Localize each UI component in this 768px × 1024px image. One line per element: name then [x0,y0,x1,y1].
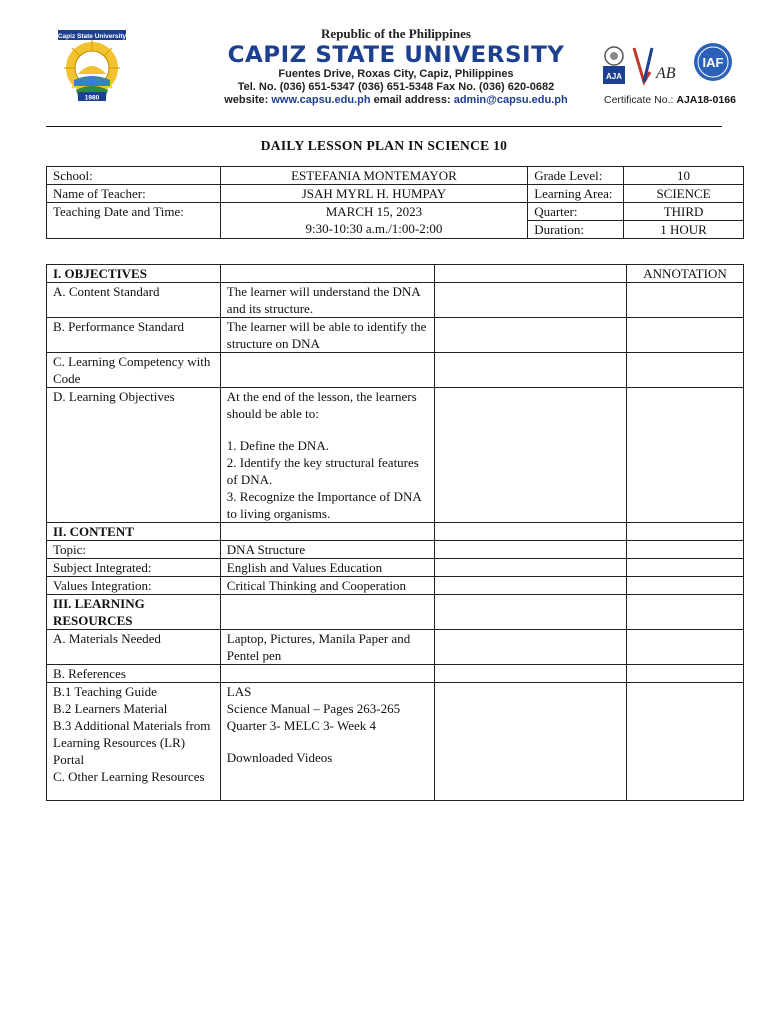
school-value: ESTEFANIA MONTEMAYOR [220,167,527,185]
empty-cell [435,318,627,353]
website-label: website: [224,94,269,106]
content-standard-value: The learner will understand the DNA and its structure. [220,283,435,318]
objectives-label: D. Learning Objectives [47,388,221,523]
duration-label: Duration: [528,221,624,239]
empty-cell [220,665,435,683]
teacher-value: JSAH MYRL H. HUMPAY [220,185,527,203]
empty-cell [435,523,627,541]
content-header: II. CONTENT [47,523,221,541]
table-row [47,595,744,630]
empty-cell [435,388,627,523]
objective-item: 3. Recognize the Importance of DNA to living organisms. [226,489,422,521]
table-row [47,265,744,283]
republic-line: Republic of the Philippines [321,26,471,41]
duration-value: 1 HOUR [624,221,744,239]
values-label: Values Integration: [47,577,221,595]
iaf-logo [694,43,732,81]
table-row [47,683,744,801]
annotation-cell [627,595,744,630]
letterhead-text [196,26,596,107]
topic-label: Topic: [47,541,221,559]
jab-logo [634,48,676,82]
table-row [47,630,744,665]
references-label: B. References [47,665,221,683]
date-time-value [220,203,527,239]
empty-cell [220,265,435,283]
empty-cell [435,683,627,801]
lesson-plan-table [46,264,744,801]
table-row [47,665,744,683]
university-seal-logo [56,28,128,104]
objectives-header: I. OBJECTIVES [47,265,221,283]
empty-cell [435,353,627,388]
empty-cell [435,265,627,283]
objective-item: 2. Identify the key structural features of DNA. [226,455,419,487]
empty-cell [435,630,627,665]
certification-block [600,42,742,108]
letterhead-divider [46,126,722,127]
table-row [47,185,744,203]
date-value: MARCH 15, 2023 [325,204,423,219]
annotation-cell [627,665,744,683]
ref-value-item: Quarter 3- MELC 3- Week 4 [226,718,377,733]
ref-label-item: C. Other Learning Resources [53,769,205,784]
content-standard-label: A. Content Standard [47,283,221,318]
ref-value-item: Downloaded Videos [226,750,333,765]
empty-cell [435,559,627,577]
area-label: Learning Area: [528,185,624,203]
grade-label: Grade Level: [528,167,624,185]
empty-cell [435,665,627,683]
ref-value-item: LAS [226,684,252,699]
svg-text:AJA: AJA [605,72,623,81]
empty-cell [435,577,627,595]
quarter-label: Quarter: [528,203,624,221]
annotation-cell [627,577,744,595]
university-name: CAPIZ STATE UNIVERSITY [227,42,565,68]
reference-labels [47,683,221,801]
annotation-cell [627,683,744,801]
values-value: Critical Thinking and Cooperation [220,577,435,595]
table-row [47,283,744,318]
table-row [47,523,744,541]
table-row [47,541,744,559]
annotation-cell [627,559,744,577]
document-title: DAILY LESSON PLAN IN SCIENCE 10 [260,138,508,153]
school-label: School: [47,167,221,185]
empty-cell [435,595,627,630]
annotation-cell [627,388,744,523]
svg-text:1980: 1980 [84,94,100,102]
competency-label: C. Learning Competency with Code [47,353,221,388]
objective-item: 1. Define the DNA. [226,438,329,453]
subject-value: English and Values Education [220,559,435,577]
certificate-number: Certificate No.: AJA18-0166 [604,94,736,106]
annotation-cell [627,318,744,353]
empty-cell [220,595,435,630]
email-link[interactable]: admin@capsu.edu.ph [453,94,568,106]
website-line [196,94,596,107]
annotation-cell [627,630,744,665]
teacher-label: Name of Teacher: [47,185,221,203]
lesson-info-table [46,166,744,239]
table-row [47,167,744,185]
svg-text:IAF: IAF [702,55,724,70]
empty-cell [220,523,435,541]
table-row [47,388,744,523]
ref-label-item: B.3 Additional Materials from Learning Resources (LR) Portal [53,718,211,767]
empty-cell [435,541,627,559]
email-label: email address: [373,94,451,106]
subject-label: Subject Integrated: [47,559,221,577]
performance-standard-label: B. Performance Standard [47,318,221,353]
ref-label-item: B.1 Teaching Guide [53,684,157,699]
aja-logo [603,47,625,84]
annotation-cell [627,283,744,318]
objectives-value [220,388,435,523]
svg-text:Capiz State University: Capiz State University [57,33,127,40]
annotation-cell [627,541,744,559]
area-value: SCIENCE [624,185,744,203]
ref-label-item: B.2 Learners Material [53,701,168,716]
time-value: 9:30-10:30 a.m./1:00-2:00 [305,221,443,236]
grade-value: 10 [624,167,744,185]
table-row [47,559,744,577]
quarter-value: THIRD [624,203,744,221]
table-row [47,318,744,353]
empty-cell [220,353,435,388]
table-row [47,353,744,388]
annotation-header: ANNOTATION [627,265,744,283]
resources-header: III. LEARNING RESOURCES [47,595,221,630]
university-address: Fuentes Drive, Roxas City, Capiz, Philippines [278,68,514,80]
svg-text:AB: AB [656,65,676,82]
website-link[interactable]: www.capsu.edu.ph [271,94,371,106]
table-row [47,577,744,595]
annotation-cell [627,353,744,388]
letterhead [0,0,768,118]
materials-label: A. Materials Needed [47,630,221,665]
telephone-line: Tel. No. (036) 651-5347 (036) 651-5348 Fax No. (036) 620-0682 [237,81,555,93]
date-label: Teaching Date and Time: [47,203,221,239]
certification-logos [600,42,742,92]
performance-standard-value: The learner will be able to identify the structure on DNA [220,318,435,353]
table-row [47,203,744,221]
reference-values [220,683,435,801]
materials-value: Laptop, Pictures, Manila Paper and Pentel pen [220,630,435,665]
empty-cell [435,283,627,318]
objectives-intro: At the end of the lesson, the learners should be able to: [226,389,417,421]
ref-value-item: Science Manual – Pages 263-265 [226,701,401,716]
topic-value: DNA Structure [220,541,435,559]
annotation-cell [627,523,744,541]
